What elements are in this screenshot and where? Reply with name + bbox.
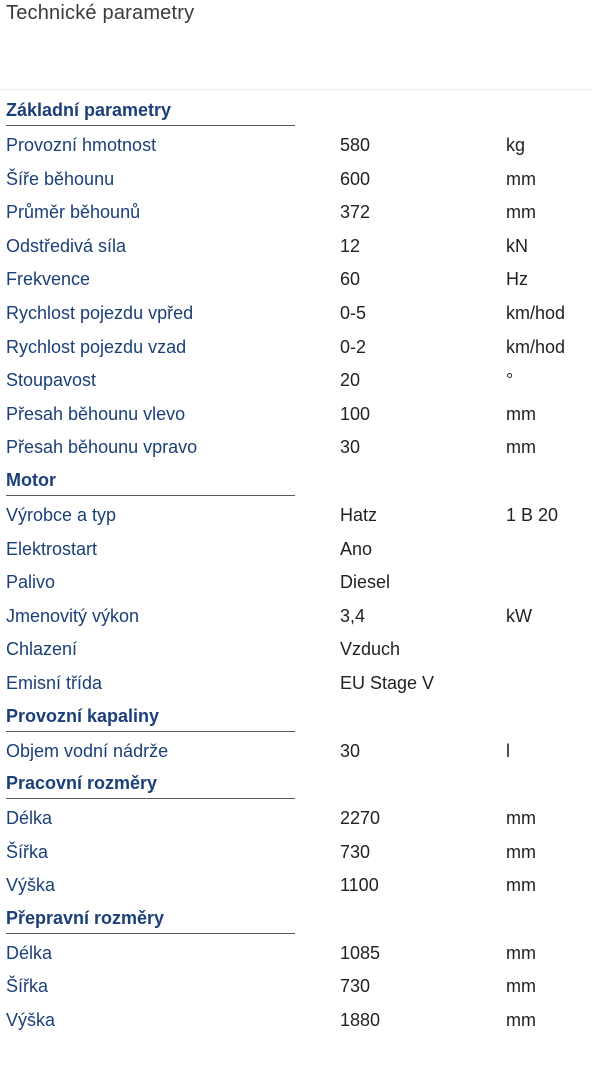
parameter-label: Objem vodní nádrže [6,740,169,761]
parameter-section [0,700,592,768]
parameter-value: 60 [340,269,361,290]
parameters-list [0,94,592,1037]
parameter-row [0,734,592,768]
parameter-section [0,767,592,902]
parameter-label: Rychlost pojezdu vpřed [6,302,194,323]
parameter-label: Palivo [6,572,56,593]
parameter-row [0,195,592,229]
section-underline [6,798,295,799]
parameter-row [0,128,592,162]
section-title: Pracovní rozměry [6,773,158,794]
parameter-unit: mm [506,976,536,997]
parameter-label: Elektrostart [6,538,98,559]
parameter-row [0,632,592,666]
parameter-row [0,868,592,902]
parameter-row [0,835,592,869]
parameter-label: Výrobce a typ [6,504,117,525]
parameter-row [0,162,592,196]
parameter-value: 100 [340,403,371,424]
parameter-value: 600 [340,168,371,189]
parameter-section [0,464,592,700]
parameter-value: 2270 [340,808,381,829]
section-header [0,464,592,498]
parameter-label: Šířka [6,841,49,862]
parameter-row [0,801,592,835]
parameter-row [0,565,592,599]
parameter-unit: kg [506,135,526,155]
section-title: Motor [6,469,56,490]
parameter-label: Chlazení [6,639,78,660]
parameter-value: Hatz [340,504,378,525]
parameter-row [0,229,592,263]
parameter-value: 730 [340,976,371,997]
parameter-section [0,94,592,464]
section-title: Základní parametry [6,100,172,120]
parameter-row [0,330,592,364]
title-divider [0,89,592,90]
section-header [0,902,592,936]
parameter-unit: kN [506,235,528,256]
parameter-value: 30 [340,437,361,458]
parameter-unit: mm [506,942,536,963]
section-underline [6,731,295,732]
parameter-label: Jmenovitý výkon [6,605,140,626]
parameter-unit: Hz [506,269,528,290]
parameter-row [0,430,592,464]
parameter-label: Stoupavost [6,370,97,391]
parameter-unit: mm [506,202,536,223]
parameter-unit: kW [506,605,532,626]
parameter-label: Šíře běhounu [6,168,115,189]
parameter-unit: mm [506,875,536,896]
parameter-value: 30 [340,740,361,761]
parameter-value: 3,4 [340,605,366,626]
section-header [0,767,592,801]
parameter-row [0,363,592,397]
parameter-row [0,969,592,1003]
parameter-value: EU Stage V [340,672,435,693]
parameter-label: Výška [6,1010,56,1031]
parameter-row [0,296,592,330]
parameter-label: Šířka [6,976,49,997]
parameter-row [0,936,592,970]
parameter-value: Ano [340,538,373,559]
section-title: Přepravní rozměry [6,907,165,928]
parameter-unit: km/hod [506,302,566,323]
parameter-row [0,1003,592,1037]
parameter-label: Přesah běhounu vpravo [6,437,198,458]
parameter-unit: mm [506,841,536,862]
parameter-unit: km/hod [506,336,566,357]
parameter-value: 372 [340,202,371,223]
parameter-value: 0-2 [340,336,367,357]
parameter-unit: mm [506,808,536,829]
parameter-row [0,498,592,532]
parameter-unit: mm [506,168,536,189]
parameter-row [0,262,592,296]
parameter-value: 0-5 [340,302,367,323]
parameter-label: Průměr běhounů [6,202,141,223]
parameter-value: 20 [340,370,361,391]
parameter-label: Délka [6,942,53,963]
section-underline [6,933,295,934]
section-header [0,700,592,734]
parameter-row [0,599,592,633]
parameter-row [0,397,592,431]
parameter-unit: mm [506,403,536,424]
parameter-section [0,902,592,1037]
parameter-label: Výška [6,875,56,896]
parameter-label: Odstředivá síla [6,235,127,256]
parameter-value: 730 [340,841,371,862]
parameter-value: 580 [340,135,371,155]
parameter-value: 1100 [340,875,379,896]
parameter-value: 12 [340,235,361,256]
parameter-value: Diesel [340,572,391,593]
parameter-label: Provozní hmotnost [6,135,157,155]
parameter-value: 1880 [340,1010,381,1031]
parameter-label: Délka [6,808,53,829]
section-underline [6,495,295,496]
parameter-unit: l [506,740,510,761]
section-underline [6,125,295,126]
parameter-row [0,532,592,566]
parameter-label: Frekvence [6,269,91,290]
parameter-row [0,666,592,700]
parameter-unit: ° [506,370,514,391]
page-title: Technické parametry [6,2,195,24]
section-header [0,94,592,128]
parameter-unit: 1 B 20 [506,504,559,525]
parameter-label: Přesah běhounu vlevo [6,403,186,424]
parameter-value: 1085 [340,942,381,963]
parameter-label: Rychlost pojezdu vzad [6,336,187,357]
parameter-unit: mm [506,437,536,458]
section-title: Provozní kapaliny [6,705,160,726]
parameter-label: Emisní třída [6,672,103,693]
parameter-unit: mm [506,1010,536,1031]
parameter-value: Vzduch [340,639,401,660]
